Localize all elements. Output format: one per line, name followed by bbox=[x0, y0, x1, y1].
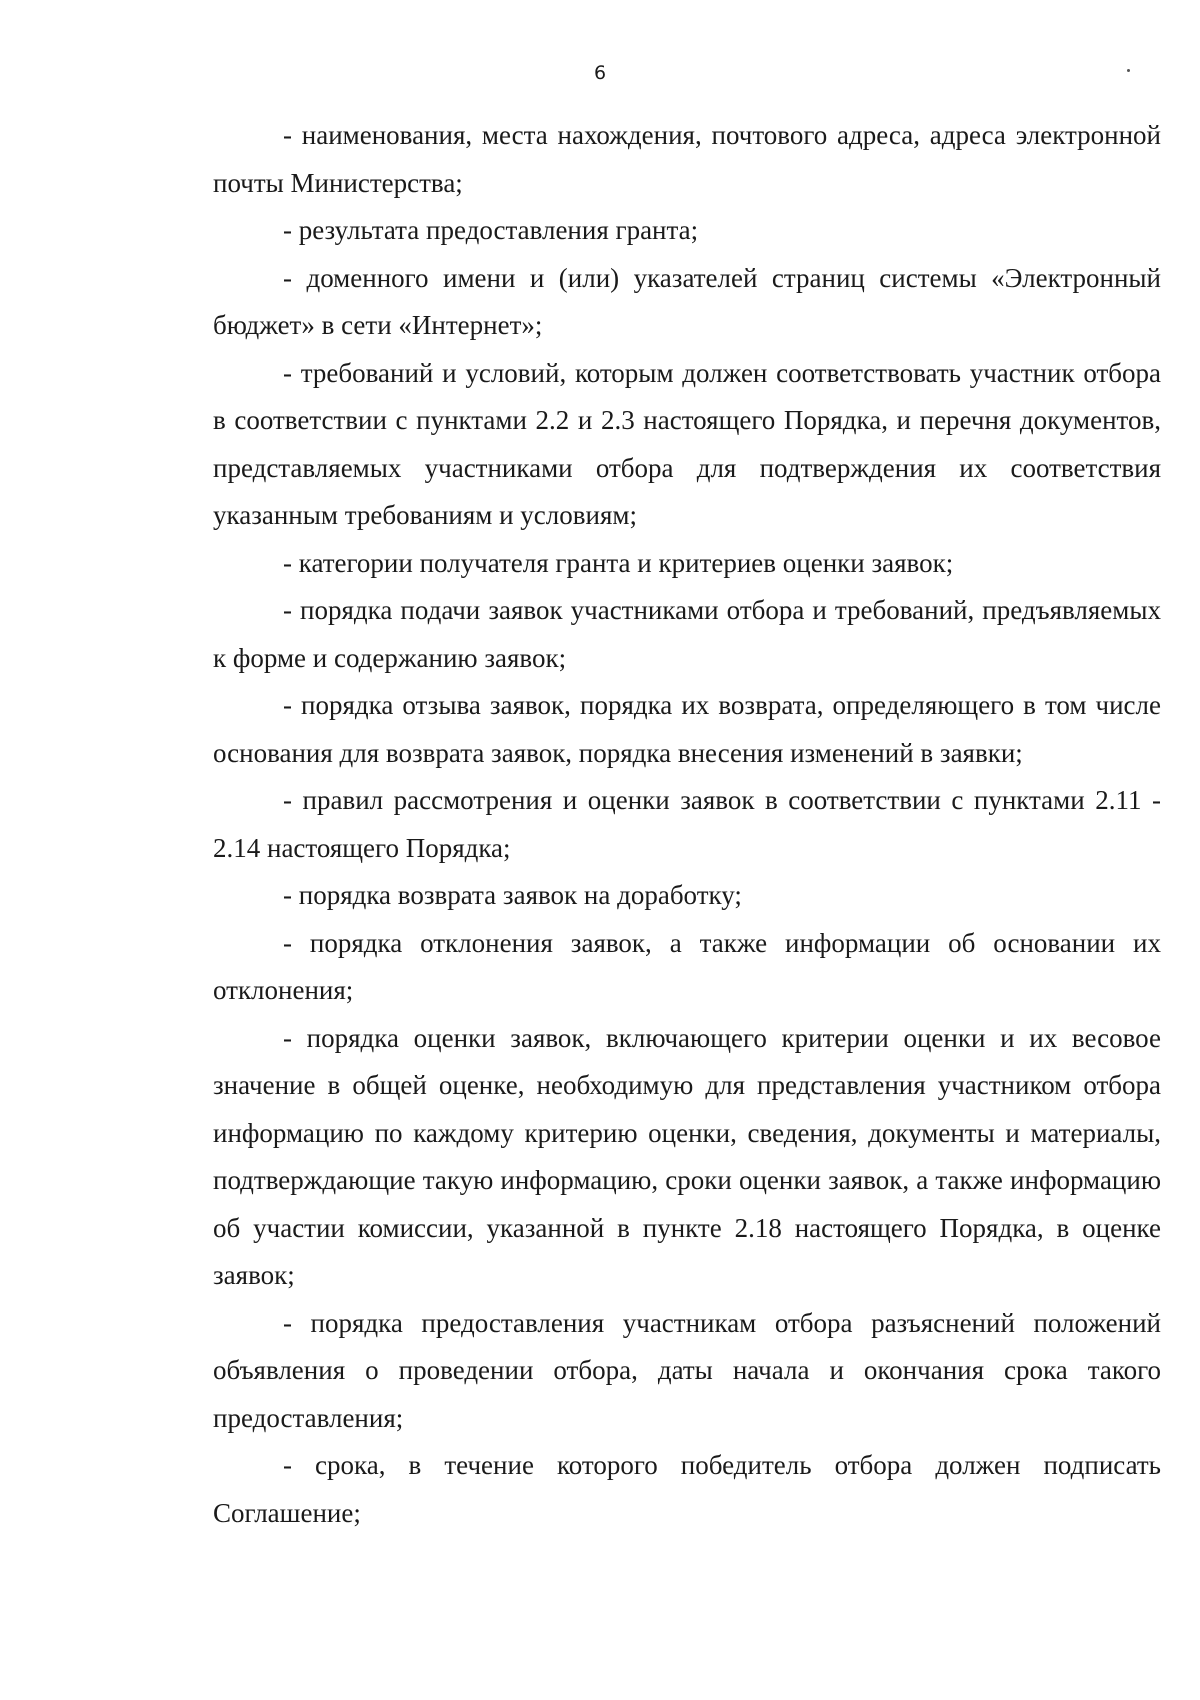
paragraph-requirements: - требований и условий, которым должен соответствовать участник отбора в соответствии с пунктами 2.2 и 2.3 настоящего Порядка, и перечня документов, представляемых участниками отбора для подтверждения их соответствия указанным требованиям и условиям; bbox=[213, 357, 1161, 530]
paragraph-review-rules: - правил рассмотрения и оценки заявок в соответствии с пунктами 2.11 - 2.14 настоящего Порядка; bbox=[213, 785, 1161, 863]
paragraph-withdrawal-order: - порядка отзыва заявок, порядка их возврата, определяющего в том числе основания для возврата заявок, порядка внесения изменений в заявки; bbox=[213, 690, 1161, 768]
paragraph-signing-deadline: - срока, в течение которого победитель отбора должен подписать Соглашение; bbox=[213, 1450, 1161, 1528]
paragraph-categories: - категории получателя гранта и критериев оценки заявок; bbox=[283, 547, 954, 578]
paragraph-evaluation-order: - порядка оценки заявок, включающего критерии оценки и их весовое значение в общей оценке, необходимую для представления участником отбора информацию по каждому критерию оценки, сведения, документы и материалы, подтверждающие такую информацию, сроки оценки заявок, а также информацию об участии комиссии, указанной в пункте 2.18 настоящего Порядка, в оценке заявок; bbox=[213, 1022, 1161, 1290]
paragraph-rejection-order: - порядка отклонения заявок, а также информации об основании их отклонения; bbox=[213, 927, 1161, 1005]
paragraph-ministry-details: - наименования, места нахождения, почтового адреса, адреса электронной почты Министерства; bbox=[213, 120, 1161, 198]
scan-speck bbox=[1127, 69, 1130, 72]
paragraph-submission-order: - порядка подачи заявок участниками отбора и требований, предъявляемых к форме и содержанию заявок; bbox=[213, 595, 1161, 673]
paragraph-clarifications: - порядка предоставления участникам отбора разъяснений положений объявления о проведении отбора, даты начала и окончания срока такого предоставления; bbox=[213, 1307, 1161, 1433]
paragraph-grant-result: - результата предоставления гранта; bbox=[283, 215, 699, 245]
document-body bbox=[213, 112, 1161, 1537]
paragraph-domain-name: - доменного имени и (или) указателей страниц системы «Электронный бюджет» в сети «Интернет»; bbox=[213, 262, 1161, 340]
paragraph-return-for-revision: - порядка возврата заявок на доработку; bbox=[283, 880, 742, 910]
page-number: 6 bbox=[593, 62, 607, 84]
